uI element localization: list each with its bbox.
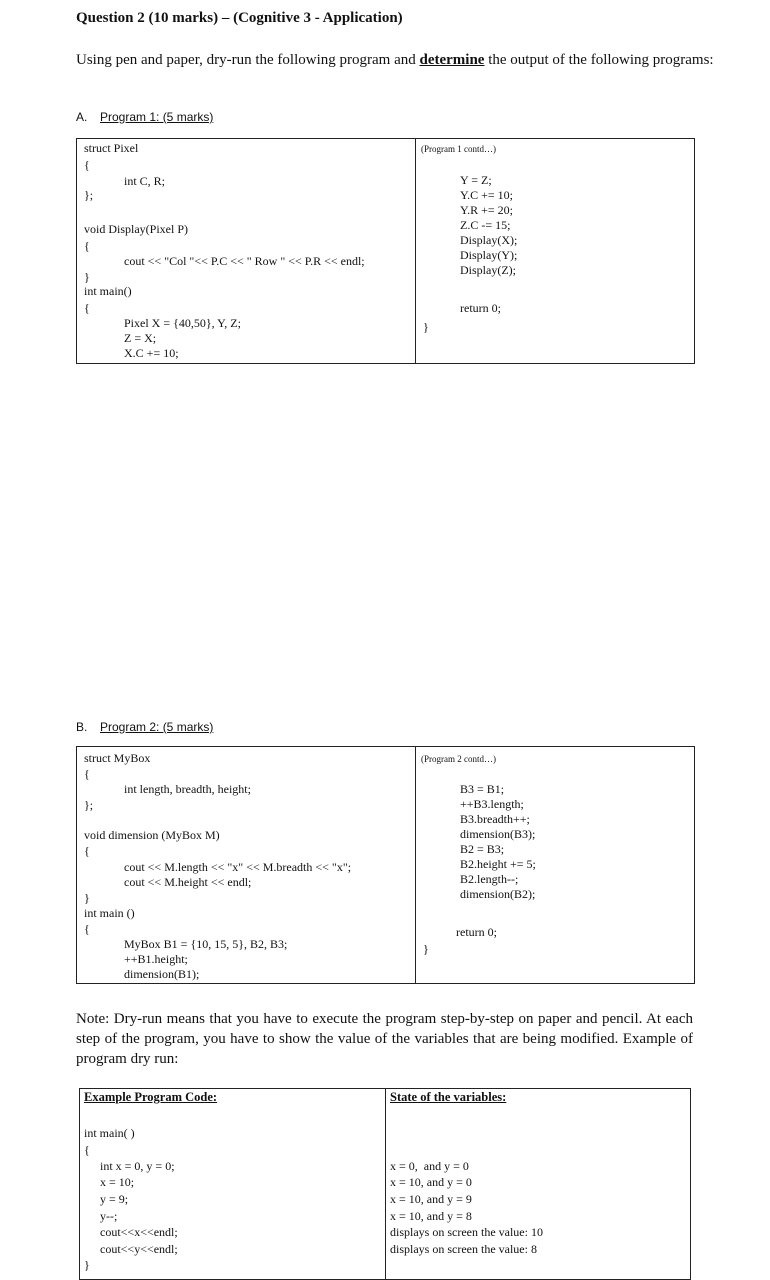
- example-code-line: y = 9;: [100, 1192, 129, 1206]
- example-state-line: x = 10, and y = 8: [390, 1209, 472, 1223]
- program2-contd-label: (Program 2 contd…): [421, 754, 496, 764]
- example-state-heading: State of the variables:: [390, 1090, 507, 1104]
- program1-contd-label: (Program 1 contd…): [421, 144, 496, 154]
- program1-code-line: Y.R += 20;: [460, 203, 513, 217]
- example-code-line: int x = 0, y = 0;: [100, 1159, 175, 1173]
- program1-code-line: return 0;: [460, 301, 501, 315]
- program1-code-line: int C, R;: [124, 174, 166, 188]
- program1-code-line: Display(Z);: [460, 263, 516, 277]
- example-code-line: {: [84, 1143, 90, 1157]
- program2-code-line: }: [423, 942, 429, 956]
- program1-code-line: Z = X;: [124, 331, 157, 345]
- program1-heading: [100, 110, 213, 124]
- program2-code-line: }: [84, 891, 90, 905]
- program2-code-line: dimension(B3);: [460, 827, 536, 841]
- example-divider: [385, 1088, 386, 1279]
- example-state-line: displays on screen the value: 10: [390, 1225, 543, 1239]
- program2-code-line: B2.length--;: [460, 872, 519, 886]
- program2-code-line: B3 = B1;: [460, 782, 505, 796]
- example-state-line: x = 0, and y = 0: [390, 1159, 469, 1173]
- program1-code-line: X.C += 10;: [124, 346, 179, 360]
- example-code-heading: Example Program Code:: [84, 1090, 218, 1104]
- example-code-line: y--;: [100, 1209, 118, 1223]
- program2-code-line: B2.height += 5;: [460, 857, 536, 871]
- program2-heading: [100, 720, 213, 734]
- program1-code-line: Z.C -= 15;: [460, 218, 511, 232]
- program2-code-line: B2 = B3;: [460, 842, 505, 856]
- intro-text-start: Using pen and paper, dry-run the following program and: [76, 52, 420, 68]
- intro-emphasis: determine: [419, 52, 485, 68]
- program1-code-line: Pixel X = {40,50}, Y, Z;: [124, 316, 241, 330]
- program2-code-line: ++B3.length;: [460, 797, 524, 811]
- question-intro: [76, 50, 716, 70]
- program2-code-line: int length, breadth, height;: [124, 782, 251, 796]
- program1-code-line: }: [423, 320, 429, 334]
- intro-text-end: the output of the following programs:: [484, 52, 714, 68]
- program1-code-line: Y.C += 10;: [460, 188, 513, 202]
- example-code-line: cout<<y<<endl;: [100, 1242, 178, 1256]
- program1-marker: A.: [76, 110, 88, 124]
- program2-code-line: dimension(B2);: [460, 887, 536, 901]
- program2-code-line: };: [84, 798, 94, 812]
- program2-code-line: MyBox B1 = {10, 15, 5}, B2, B3;: [124, 937, 288, 951]
- example-code-line: }: [84, 1258, 90, 1272]
- program2-code-line: void dimension (MyBox M): [84, 828, 220, 842]
- program2-code-line: B3.breadth++;: [460, 812, 530, 826]
- program2-code-line: {: [84, 844, 90, 858]
- example-code-line: cout<<x<<endl;: [100, 1225, 178, 1239]
- program2-code-line: cout << M.length << "x" << M.breadth << "x";: [124, 860, 352, 874]
- program2-code-line: {: [84, 767, 90, 781]
- program1-code-line: Display(Y);: [460, 248, 518, 262]
- program1-code-line: {: [84, 158, 90, 172]
- program1-code-line: Display(X);: [460, 233, 518, 247]
- program1-code-line: {: [84, 239, 90, 253]
- program1-code-line: cout << "Col "<< P.C << " Row " << P.R << endl;: [124, 254, 365, 268]
- program1-heading-text: Program 1: (5 marks): [100, 110, 214, 124]
- program1-code-line: }: [84, 270, 90, 284]
- program2-code-line: ++B1.height;: [124, 952, 188, 966]
- example-state-line: displays on screen the value: 8: [390, 1242, 537, 1256]
- program1-code-line: {: [84, 301, 90, 315]
- program1-code-line: };: [84, 188, 94, 202]
- program2-marker: B.: [76, 720, 88, 734]
- example-code-line: x = 10;: [100, 1175, 135, 1189]
- example-state-line: x = 10, and y = 0: [390, 1175, 472, 1189]
- program2-code-line: {: [84, 922, 90, 936]
- example-code-line: int main( ): [84, 1126, 135, 1140]
- program2-code-line: dimension(B1);: [124, 967, 200, 981]
- program1-code-line: int main(): [84, 284, 132, 298]
- program2-heading-text: Program 2: (5 marks): [100, 720, 214, 734]
- program2-code-line: return 0;: [456, 925, 497, 939]
- program2-code-line: struct MyBox: [84, 751, 151, 765]
- example-state-line: x = 10, and y = 9: [390, 1192, 472, 1206]
- note-paragraph: Note: Dry-run means that you have to execute the program step-by-step on paper and pencil. At each step of the program, you have to show the value of the variables that are being modified. Example of program dry run:: [76, 1011, 693, 1067]
- program1-code-line: void Display(Pixel P): [84, 222, 188, 236]
- question-title: Question 2 (10 marks) – (Cognitive 3 - Application): [76, 10, 403, 26]
- program1-code-line: struct Pixel: [84, 141, 139, 155]
- program2-divider: [415, 746, 416, 983]
- program2-code-line: int main (): [84, 906, 135, 920]
- program2-code-line: cout << M.height << endl;: [124, 875, 252, 889]
- program1-code-line: Y = Z;: [460, 173, 492, 187]
- program1-divider: [415, 138, 416, 363]
